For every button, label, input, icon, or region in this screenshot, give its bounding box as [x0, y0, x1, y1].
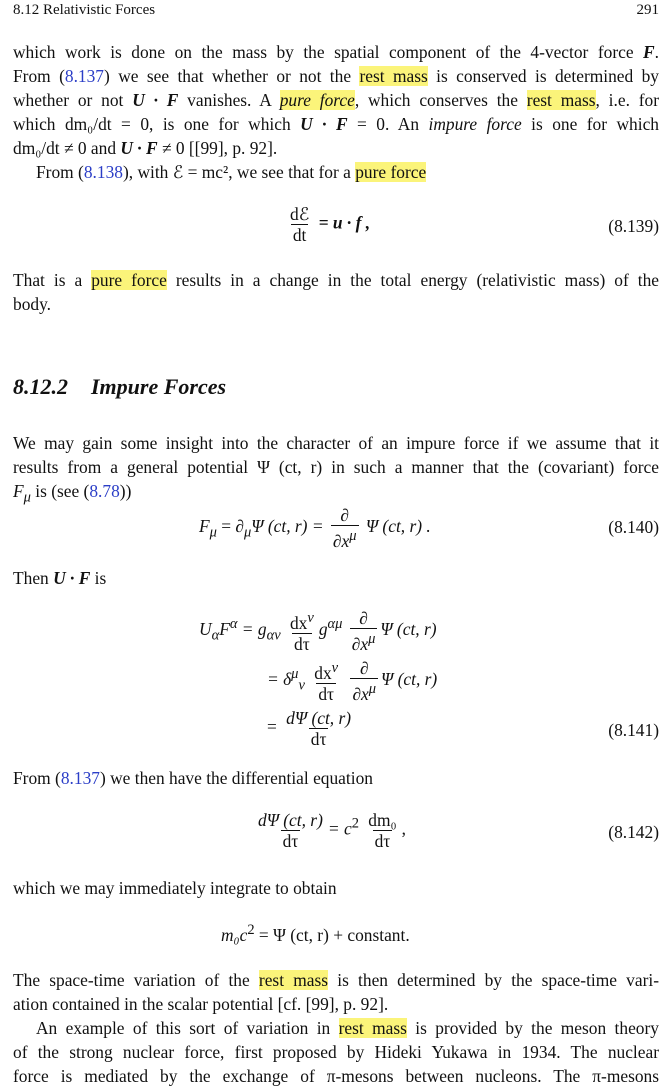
subscript: μ — [23, 489, 31, 506]
math: , — [401, 818, 406, 839]
subscript: α — [211, 627, 220, 644]
math: g — [318, 618, 328, 639]
numerator: dm₀ — [368, 810, 397, 830]
text: , which conserves the — [354, 90, 527, 110]
math-F: F — [13, 481, 24, 501]
paragraph-then-UF — [13, 566, 659, 590]
section-heading — [13, 372, 659, 402]
text-line — [13, 64, 659, 88]
numerator: ∂ — [359, 608, 368, 628]
subscript: αν — [266, 627, 281, 644]
math-F: F — [643, 42, 655, 62]
paragraph-differential-equation — [13, 766, 659, 790]
equation-8-141 — [13, 606, 659, 756]
math: Ψ (ct, r) = — [251, 515, 328, 536]
equation-8-140 — [13, 505, 659, 555]
denominator: dτ — [318, 683, 334, 704]
text-line: ation contained in the scalar potential [cf. [99], p. 92]. — [13, 994, 389, 1014]
highlight-rest-mass[interactable]: rest mass — [338, 1018, 407, 1038]
superscript: μ — [368, 631, 376, 647]
fraction — [331, 505, 359, 551]
denominator: dτ — [310, 729, 327, 749]
paragraph-work-done — [13, 40, 659, 160]
text-line — [13, 112, 659, 136]
equation-ref-link[interactable]: 8.137 — [64, 66, 105, 86]
text-line — [13, 968, 659, 992]
math: = δ — [267, 668, 292, 689]
fraction — [350, 608, 378, 654]
math-U-dot-F: U · F — [300, 114, 348, 134]
superscript: μ — [368, 681, 377, 697]
running-header — [13, 0, 659, 20]
paragraph-impure-insight — [13, 431, 659, 509]
fraction — [256, 810, 325, 851]
equation-8-142 — [13, 810, 659, 860]
equation-rhs: = u · f , — [318, 212, 371, 233]
text-line — [13, 566, 659, 590]
paragraph-space-time-variation — [13, 968, 659, 1016]
text: which dm₀/dt = 0, is one for which — [13, 114, 301, 134]
text-line — [13, 766, 659, 790]
highlight-pure-force[interactable]: pure force — [355, 162, 427, 182]
text: vanishes. A — [178, 90, 280, 110]
highlight-pure-force[interactable]: pure force — [91, 270, 167, 290]
text: From ( — [13, 768, 61, 788]
text-line: of the strong nuclear force, first proposed by Hideki Yukawa in 1934. The nuclear — [13, 1042, 659, 1062]
math: F — [219, 618, 230, 639]
denominator — [350, 678, 378, 704]
text-line: force is mediated by the exchange of π-mesons between nucleons. The π-mesons — [13, 1066, 659, 1086]
paragraph-meson-example — [13, 1016, 659, 1088]
subscript: ν — [298, 677, 305, 694]
math-U-dot-F: U · F — [132, 90, 179, 110]
text-line — [36, 160, 659, 184]
text: whether or not — [13, 90, 133, 110]
superscript: μ — [349, 528, 357, 544]
equation-body — [199, 505, 431, 551]
highlight-pure-force[interactable]: pure force — [279, 90, 355, 110]
text: is conserved is determined by — [427, 66, 659, 86]
equation-ref-link[interactable]: 8.78 — [89, 481, 120, 501]
text: From ( — [36, 162, 84, 182]
text-line — [13, 88, 659, 112]
math: Ψ (ct, r) — [381, 668, 438, 689]
equation-row-2 — [267, 658, 437, 704]
text: Then — [13, 568, 54, 588]
math: = — [267, 716, 277, 737]
section-title: Impure Forces — [91, 374, 227, 399]
math: dx — [289, 612, 308, 633]
text: dm₀/dt ≠ 0 and — [13, 138, 121, 158]
math: = g — [237, 618, 267, 639]
equation-body — [253, 810, 406, 851]
text-line: We may gain some insight into the character of an impure force if we assume that it — [13, 433, 659, 453]
paragraph-pure-force-result — [13, 268, 659, 316]
fraction — [288, 608, 316, 654]
highlight-rest-mass[interactable]: rest mass — [359, 66, 428, 86]
paragraph-from-8138 — [13, 160, 659, 184]
math: ∂x — [351, 633, 369, 654]
numerator — [312, 658, 340, 683]
term-impure-force: impure force — [428, 114, 522, 134]
equation-number: (8.139) — [608, 216, 659, 236]
math: Ψ (ct, r) — [380, 618, 437, 639]
text: is then determined by the space-time vari- — [328, 970, 660, 990]
paragraph-integrate — [13, 876, 659, 900]
denominator — [350, 628, 378, 654]
subscript: μ — [209, 524, 217, 541]
text: From ( — [13, 66, 65, 86]
equation-number: (8.140) — [608, 517, 659, 537]
text: is — [90, 568, 107, 588]
equation-number: (8.141) — [608, 720, 659, 740]
denominator: dt — [292, 225, 307, 245]
text: ) we see that whether or not the — [104, 66, 360, 86]
equation-body — [221, 922, 410, 946]
equation-row-3 — [267, 708, 356, 749]
equation-number: (8.142) — [608, 822, 659, 842]
equation-ref-link[interactable]: 8.137 — [60, 768, 100, 788]
text: ), with ℰ = mc², we see that for a — [122, 162, 356, 182]
denominator: dτ — [294, 633, 310, 654]
denominator: dτ — [374, 831, 391, 851]
equation-8-139 — [13, 204, 659, 254]
page-number: 291 — [636, 2, 659, 18]
math: m₀c — [221, 924, 248, 945]
text: That is a — [13, 270, 92, 290]
equation-row-1 — [199, 608, 437, 654]
numerator: dΨ (ct, r) — [258, 810, 323, 830]
text: , i.e. for — [595, 90, 660, 110]
equation-integrated — [13, 922, 659, 952]
math: = Ψ (ct, r) + constant. — [254, 924, 410, 945]
equation-body — [285, 204, 370, 245]
text: The space-time variation of the — [13, 970, 259, 990]
superscript: α — [229, 616, 238, 633]
fraction — [366, 810, 398, 851]
text-line — [13, 136, 659, 160]
numerator: ∂ — [340, 505, 349, 525]
numerator: dΨ (ct, r) — [286, 708, 352, 728]
math: F — [199, 515, 210, 536]
math-U-dot-F: U · F — [53, 568, 91, 588]
math: dx — [314, 662, 332, 683]
text-line — [13, 40, 659, 64]
math-U-dot-F: U · F — [120, 138, 158, 158]
text-line: which we may immediately integrate to obtain — [13, 878, 337, 898]
text: is (see ( — [30, 481, 90, 501]
superscript: ν — [331, 660, 339, 676]
fraction — [284, 708, 353, 749]
section-header: 8.12 Relativistic Forces — [13, 2, 156, 18]
text: = 0. An — [347, 114, 429, 134]
numerator: dℰ — [290, 204, 310, 224]
superscript: 2 — [247, 922, 255, 938]
math: Ψ (ct, r) . — [365, 515, 431, 536]
math: ∂x — [332, 530, 350, 551]
denominator: dτ — [282, 831, 299, 851]
highlight-rest-mass[interactable]: rest mass — [526, 90, 596, 110]
math: = c — [327, 818, 352, 839]
text: ) we then have the differential equation — [99, 768, 373, 788]
text: is one for which — [521, 114, 659, 134]
fraction — [288, 204, 311, 245]
equation-ref-link[interactable]: 8.138 — [83, 162, 123, 182]
text: )) — [119, 481, 132, 501]
highlight-rest-mass[interactable]: rest mass — [258, 970, 329, 990]
text: which work is done on the mass by the spatial component of the 4-vector force — [13, 42, 644, 62]
numerator: ∂ — [359, 658, 369, 678]
numerator — [288, 608, 316, 633]
section-number: 8.12.2 — [13, 374, 68, 399]
superscript: ν — [307, 610, 314, 626]
denominator — [331, 525, 359, 551]
fraction — [312, 658, 340, 704]
text-line — [13, 268, 659, 292]
text-line — [13, 1016, 659, 1040]
text-line: body. — [13, 294, 51, 314]
text: . — [654, 42, 659, 62]
text: An example of this sort of variation in — [36, 1018, 339, 1038]
superscript: 2 — [351, 815, 359, 832]
text-line: results from a general potential Ψ (ct, r) in such a manner that the (covariant) force — [13, 457, 659, 477]
superscript: αμ — [327, 616, 343, 633]
text: is provided by the meson theory — [406, 1018, 659, 1038]
math: U — [199, 618, 212, 639]
math: = ∂ — [216, 515, 245, 536]
text: ≠ 0 [[99], p. 92]. — [157, 138, 278, 158]
superscript: μ — [291, 666, 299, 683]
subscript: μ — [244, 524, 252, 541]
text: results in a change in the total energy (relativistic mass) of the — [166, 270, 659, 290]
fraction — [350, 658, 378, 704]
math: ∂x — [352, 683, 369, 704]
